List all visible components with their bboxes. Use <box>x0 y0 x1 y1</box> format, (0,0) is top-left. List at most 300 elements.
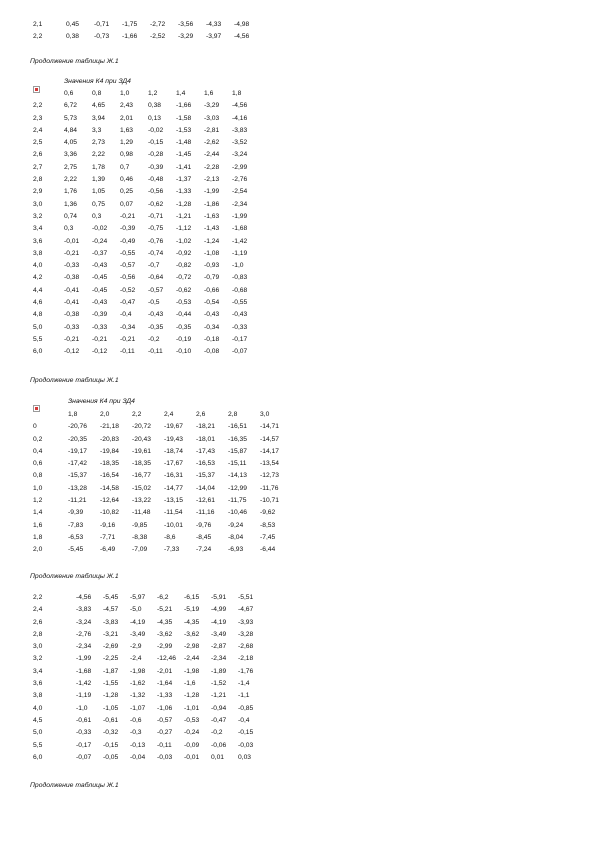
row-key-cell: 1,0 <box>33 484 43 492</box>
table-cell: -0,74 <box>148 249 164 257</box>
table-cell: -0,71 <box>94 21 110 28</box>
table-cell: -14,57 <box>260 435 279 443</box>
table-cell: -1,99 <box>76 655 92 663</box>
table-cell: -13,28 <box>68 484 87 492</box>
table-cell: -11,76 <box>260 484 279 492</box>
table-cell: 2,0 <box>100 411 110 418</box>
table-cell: 2,8 <box>228 411 238 418</box>
row-key-cell: 4,0 <box>33 704 43 712</box>
table-cell: -19,43 <box>164 435 183 443</box>
table-cell: -2,01 <box>157 667 173 675</box>
table-header-row <box>33 409 292 421</box>
table-cell: 1,36 <box>64 200 78 208</box>
table-row <box>33 592 265 604</box>
row-key-cell: 2,6 <box>33 151 43 159</box>
table-cell: -3,52 <box>232 139 248 147</box>
table-cell: -0,02 <box>148 126 164 134</box>
table-cell: -1,86 <box>204 200 220 208</box>
table-title: Значения К4 при ЗД4 <box>64 78 131 85</box>
table-row <box>33 322 260 334</box>
table-cell: -0,05 <box>103 753 119 761</box>
table-cell: -2,44 <box>204 151 220 159</box>
table-cell: -0,55 <box>120 249 136 257</box>
table-cell: -0,43 <box>148 311 164 319</box>
table-cell: -0,37 <box>92 249 108 257</box>
table-cell: -15,37 <box>68 472 87 480</box>
row-key-cell: 0,6 <box>33 460 43 468</box>
table-cell: -0,62 <box>148 200 164 208</box>
table-cell: -0,47 <box>120 299 136 307</box>
table-cell: -0,38 <box>64 274 80 282</box>
table-cell: -0,62 <box>176 286 192 294</box>
table-cell: -1,43 <box>204 225 220 233</box>
table-row <box>33 470 292 482</box>
table-cell: -2,25 <box>103 655 119 663</box>
table-cell: -1,21 <box>176 212 192 220</box>
row-key-cell: 2,4 <box>33 126 43 134</box>
row-key-cell: 3,6 <box>33 680 43 688</box>
table-cell: 0,25 <box>120 188 134 196</box>
table-cell: -0,21 <box>64 335 80 343</box>
row-key-cell: 3,0 <box>33 200 43 208</box>
table-cell: 2,22 <box>92 151 106 159</box>
table-cell: -4,19 <box>130 618 146 626</box>
table-cell: -0,15 <box>238 729 254 737</box>
table-cell: -0,83 <box>232 274 248 282</box>
table-cell: -1,52 <box>211 680 227 688</box>
row-key-cell: 3,4 <box>33 225 43 233</box>
table-cell: 2,22 <box>64 176 78 184</box>
table-cell: -6,49 <box>100 546 116 554</box>
table-cell: 1,05 <box>92 188 106 196</box>
table-title: Значения К4 при ЗД4 <box>68 398 135 405</box>
table-cell: -16,53 <box>196 460 215 468</box>
table-cell: -0,35 <box>176 323 192 331</box>
table-cell: -14,17 <box>260 447 279 455</box>
table-continuation-caption: Продолжение таблицы Ж.1 <box>30 782 119 789</box>
table-cell: 0,98 <box>120 151 134 159</box>
table-cell: 0,3 <box>92 212 102 220</box>
table-row <box>33 752 265 764</box>
row-key-cell: 2,2 <box>33 33 43 41</box>
row-key-cell: 2,2 <box>33 594 43 601</box>
table-cell: -0,07 <box>232 348 248 356</box>
table-cell: -0,45 <box>92 274 108 282</box>
table-cell: -20,35 <box>68 435 87 443</box>
table-cell: -3,62 <box>184 630 200 638</box>
table-cell: -12,46 <box>157 655 176 663</box>
table-cell: -0,4 <box>238 716 250 724</box>
table-row <box>33 544 292 556</box>
table-cell: 0,3 <box>64 225 74 233</box>
table-cell: 1,8 <box>232 90 242 97</box>
table-row <box>33 727 265 739</box>
table-cell: -0,15 <box>148 139 164 147</box>
table-cell: -2,68 <box>238 643 254 651</box>
table-cell: -1,12 <box>176 225 192 233</box>
table-cell: -15,37 <box>196 472 215 480</box>
table-cell: -0,43 <box>92 299 108 307</box>
table-cell: -8,38 <box>132 533 148 541</box>
table-row <box>33 174 260 186</box>
table-cell: -2,62 <box>204 139 220 147</box>
table-cell: -13,15 <box>164 497 183 505</box>
table-cell: -0,38 <box>64 311 80 319</box>
table-cell: -19,84 <box>100 447 119 455</box>
table-cell: -0,44 <box>176 311 192 319</box>
row-key-cell: 2,8 <box>33 176 43 184</box>
table-cell: 0,01 <box>211 753 225 761</box>
table-cell: -0,5 <box>148 299 160 307</box>
table-cell: -1,28 <box>184 692 200 700</box>
table-cell: 0,74 <box>64 212 78 220</box>
table-row <box>33 421 292 433</box>
row-key-cell: 6,0 <box>33 753 43 761</box>
table-cell: -2,76 <box>232 176 248 184</box>
row-key-cell: 2,7 <box>33 163 43 171</box>
table-row <box>33 495 292 507</box>
table-cell: 1,63 <box>120 126 134 134</box>
table-cell: -1,87 <box>103 667 119 675</box>
table-cell: -7,45 <box>260 533 276 541</box>
table-cell: -1,01 <box>184 704 200 712</box>
table-cell: -7,33 <box>164 546 180 554</box>
table-cell: -4,56 <box>234 33 250 41</box>
table-cell: -5,97 <box>130 594 146 601</box>
table-cell: -0,73 <box>94 33 110 41</box>
row-key-cell: 3,0 <box>33 643 43 651</box>
table-cell: -18,21 <box>196 423 215 431</box>
table-cell: -1,6 <box>184 680 196 688</box>
table-cell: -2,13 <box>204 176 220 184</box>
row-key-cell: 2,4 <box>33 606 43 614</box>
table-cell: 1,4 <box>176 90 186 97</box>
table-cell: -12,61 <box>196 497 215 505</box>
table-cell: -8,6 <box>164 533 176 541</box>
table-cell: 2,4 <box>164 411 174 418</box>
table-cell: -1,55 <box>103 680 119 688</box>
table-cell: -2,44 <box>184 655 200 663</box>
table-row <box>33 507 292 519</box>
table-row <box>33 260 260 272</box>
table-row <box>33 186 260 198</box>
table-row <box>33 137 260 149</box>
table-cell: -2,69 <box>103 643 119 651</box>
table-cell: 4,05 <box>64 139 78 147</box>
table-cell: -0,11 <box>120 348 135 356</box>
table-cell: -11,54 <box>164 509 183 517</box>
table-continuation-caption: Продолжение таблицы Ж.1 <box>30 377 119 384</box>
table-cell: -0,09 <box>184 741 200 749</box>
table-cell: -0,15 <box>103 741 119 749</box>
table-cell: 2,73 <box>92 139 106 147</box>
table-row <box>33 125 260 137</box>
table-cell: -2,99 <box>232 163 248 171</box>
table-cell: -3,93 <box>238 618 254 626</box>
table-cell: -14,77 <box>164 484 183 492</box>
table-row <box>33 236 260 248</box>
table-cell: -0,75 <box>148 225 164 233</box>
table-row <box>33 334 260 346</box>
table-cell: -8,04 <box>228 533 244 541</box>
table-cell: -7,71 <box>100 533 116 541</box>
table-cell: -0,12 <box>92 348 108 356</box>
table-cell: 1,2 <box>148 90 158 97</box>
table-cell: -0,32 <box>103 729 119 737</box>
table-row <box>33 520 292 532</box>
table-cell: -3,56 <box>178 21 194 28</box>
table-cell: -7,83 <box>68 521 84 529</box>
table-cell: -0,94 <box>211 704 227 712</box>
table-row <box>33 653 265 665</box>
table-cell: -7,09 <box>132 546 148 554</box>
table-row <box>33 346 260 358</box>
table-cell: -15,02 <box>132 484 151 492</box>
row-key-cell: 3,2 <box>33 212 43 220</box>
table-cell: -1,89 <box>211 667 227 675</box>
table-cell: -4,33 <box>206 21 222 28</box>
table-cell: -0,41 <box>64 286 80 294</box>
table-row <box>33 715 265 727</box>
table-cell: -4,67 <box>238 606 254 614</box>
table-cell: -3,49 <box>130 630 146 638</box>
table-cell: -1,05 <box>103 704 119 712</box>
table-cell: -20,43 <box>132 435 151 443</box>
table-cell: -4,19 <box>211 618 227 626</box>
table-cell: -14,58 <box>100 484 119 492</box>
table-row <box>33 446 292 458</box>
row-key-cell: 3,6 <box>33 237 43 245</box>
table-cell: -9,24 <box>228 521 244 529</box>
table-cell: -0,33 <box>64 262 80 270</box>
table-cell: -11,21 <box>68 497 87 505</box>
table-cell: -1,41 <box>176 163 192 171</box>
table-row <box>33 629 265 641</box>
table-cell: -1,28 <box>176 200 192 208</box>
row-key-cell <box>33 409 68 421</box>
row-key-cell: 4,0 <box>33 262 43 270</box>
table-cell: -14,04 <box>196 484 215 492</box>
table-cell: -3,24 <box>76 618 92 626</box>
table-cell: -4,56 <box>232 102 248 110</box>
table-cell: -0,64 <box>148 274 164 282</box>
row-key-cell: 0 <box>33 423 37 431</box>
row-key-cell: 2,8 <box>33 630 43 638</box>
table-cell: 3,3 <box>92 126 102 134</box>
table-cell: -3,29 <box>204 102 220 110</box>
table-cell: -9,85 <box>132 521 148 529</box>
table-cell: -3,03 <box>204 114 220 122</box>
table-cell: -0,34 <box>204 323 220 331</box>
row-key-cell: 0,8 <box>33 472 43 480</box>
table-cell: -0,57 <box>157 716 173 724</box>
table-cell: 1,8 <box>68 411 78 418</box>
table-cell: -0,35 <box>148 323 164 331</box>
table-cell: -0,4 <box>120 311 132 319</box>
table-cell: -0,47 <box>211 716 227 724</box>
table-cell: -1,0 <box>232 262 244 270</box>
table-cell: -0,11 <box>157 741 172 749</box>
row-key-cell: 4,5 <box>33 716 43 724</box>
row-key-cell: 4,4 <box>33 286 43 294</box>
table-cell: -11,75 <box>228 497 247 505</box>
table-cell: -16,54 <box>100 472 119 480</box>
table-cell: -17,67 <box>164 460 183 468</box>
table-cell: 0,45 <box>66 21 80 28</box>
row-key-cell: 1,8 <box>33 533 43 541</box>
table-cell: -10,71 <box>260 497 279 505</box>
table-fragment-top <box>33 19 262 44</box>
table-continuation-caption: Продолжение таблицы Ж.1 <box>30 573 119 580</box>
table-cell: -8,53 <box>260 521 276 529</box>
table-cell: -7,24 <box>196 546 212 554</box>
table-cell: -17,43 <box>196 447 215 455</box>
table-cell: -3,83 <box>103 618 119 626</box>
table-cell: -6,93 <box>228 546 244 554</box>
table-cell: -0,45 <box>92 286 108 294</box>
table-cell: 3,36 <box>64 151 78 159</box>
table-cell: -4,57 <box>103 606 119 614</box>
table-cell: 2,2 <box>132 411 142 418</box>
table-row <box>33 19 262 31</box>
table-cell: 0,13 <box>148 114 162 122</box>
table-cell: -5,51 <box>238 594 254 601</box>
table-cell: -1,98 <box>184 667 200 675</box>
row-key-cell: 4,2 <box>33 274 43 282</box>
row-key-cell: 6,0 <box>33 348 43 356</box>
table-cell: -1,66 <box>176 102 192 110</box>
table-cell: 1,76 <box>64 188 78 196</box>
table-cell: -13,22 <box>132 497 151 505</box>
table-cell: -4,56 <box>76 594 92 601</box>
table-cell: -1,19 <box>232 249 248 257</box>
table-cell: -0,49 <box>120 237 136 245</box>
row-key-cell: 4,8 <box>33 311 43 319</box>
table-cell: -6,15 <box>184 594 200 601</box>
table-row <box>33 703 265 715</box>
table-cell: -0,24 <box>184 729 200 737</box>
table-cell: 1,29 <box>120 139 134 147</box>
table-cell: -1,37 <box>176 176 192 184</box>
table-cell: -1,0 <box>76 704 88 712</box>
table-cell: -0,43 <box>232 311 248 319</box>
table-cell: -1,19 <box>76 692 92 700</box>
table-row <box>33 434 292 446</box>
table-cell: -2,4 <box>130 655 142 663</box>
table-cell: -14,71 <box>260 423 279 431</box>
row-key-cell: 4,6 <box>33 299 43 307</box>
table-cell: -0,54 <box>204 299 220 307</box>
row-key-cell: 3,2 <box>33 655 43 663</box>
table-cell: 0,7 <box>120 163 130 171</box>
table-cell: -0,7 <box>148 262 160 270</box>
table-cell: -0,33 <box>64 323 80 331</box>
table-cell: -16,51 <box>228 423 247 431</box>
table-row <box>33 297 260 309</box>
table-cell: -0,06 <box>211 741 227 749</box>
table-cell: -0,41 <box>64 299 80 307</box>
table-cell: -1,42 <box>232 237 248 245</box>
table-cell: -2,81 <box>204 126 220 134</box>
table-cell: -20,83 <box>100 435 119 443</box>
table-cell: -19,67 <box>164 423 183 431</box>
table-cell: -9,62 <box>260 509 276 517</box>
k4-table-2-continued <box>33 592 265 764</box>
row-key-cell: 0,4 <box>33 447 43 455</box>
table-cell: -0,02 <box>92 225 108 233</box>
table-cell: 4,84 <box>64 126 78 134</box>
table-cell: -1,99 <box>232 212 248 220</box>
table-cell: -12,64 <box>100 497 119 505</box>
table-cell: -0,39 <box>92 311 108 319</box>
table-cell: 3,94 <box>92 114 106 122</box>
table-cell: -2,34 <box>232 200 248 208</box>
table-cell: -1,68 <box>76 667 92 675</box>
table-cell: -0,71 <box>148 212 164 220</box>
table-cell: -5,21 <box>157 606 173 614</box>
table-cell: -1,33 <box>176 188 192 196</box>
table-row <box>33 641 265 653</box>
row-key-cell: 2,3 <box>33 114 43 122</box>
table-cell: -0,19 <box>176 335 192 343</box>
table-cell: -0,28 <box>148 151 164 159</box>
table-cell: -0,68 <box>232 286 248 294</box>
table-cell: -0,56 <box>148 188 164 196</box>
row-key-cell: 5,0 <box>33 323 43 331</box>
table-cell: -1,02 <box>176 237 192 245</box>
row-key-cell: 5,0 <box>33 729 43 737</box>
table-cell: -20,76 <box>68 423 87 431</box>
table-cell: -1,68 <box>232 225 248 233</box>
table-cell: -2,34 <box>211 655 227 663</box>
table-cell: -0,04 <box>130 753 146 761</box>
table-cell: -3,49 <box>211 630 227 638</box>
table-cell: -0,61 <box>76 716 92 724</box>
table-cell: -1,4 <box>238 680 250 688</box>
table-cell: -1,63 <box>204 212 220 220</box>
table-cell: -0,92 <box>176 249 192 257</box>
table-continuation-caption: Продолжение таблицы Ж.1 <box>30 58 119 65</box>
table-cell: -9,76 <box>196 521 212 529</box>
table-row <box>33 149 260 161</box>
table-cell: -0,2 <box>148 335 160 343</box>
table-cell: -1,62 <box>130 680 146 688</box>
table-cell: -0,03 <box>157 753 173 761</box>
table-cell: -12,99 <box>228 484 247 492</box>
table-cell: -1,45 <box>176 151 192 159</box>
table-cell: -0,11 <box>148 348 163 356</box>
table-cell: -0,17 <box>76 741 92 749</box>
table-cell: -3,62 <box>157 630 173 638</box>
table-cell: -0,76 <box>148 237 164 245</box>
table-cell: 0,75 <box>92 200 106 208</box>
row-key-cell: 3,8 <box>33 249 43 257</box>
table-cell: -15,87 <box>228 447 247 455</box>
table-cell: -2,34 <box>76 643 92 651</box>
table-cell: -16,35 <box>228 435 247 443</box>
table-cell: 0,07 <box>120 200 134 208</box>
table-cell: -9,39 <box>68 509 84 517</box>
table-header-row <box>33 88 260 100</box>
table-row <box>33 223 260 235</box>
table-cell: -10,46 <box>228 509 247 517</box>
table-cell: -3,97 <box>206 33 222 41</box>
table-cell: -10,82 <box>100 509 119 517</box>
table-cell: -1,1 <box>238 692 250 700</box>
table-cell: 5,73 <box>64 114 78 122</box>
table-cell: -0,3 <box>130 729 142 737</box>
table-cell: -0,07 <box>76 753 92 761</box>
